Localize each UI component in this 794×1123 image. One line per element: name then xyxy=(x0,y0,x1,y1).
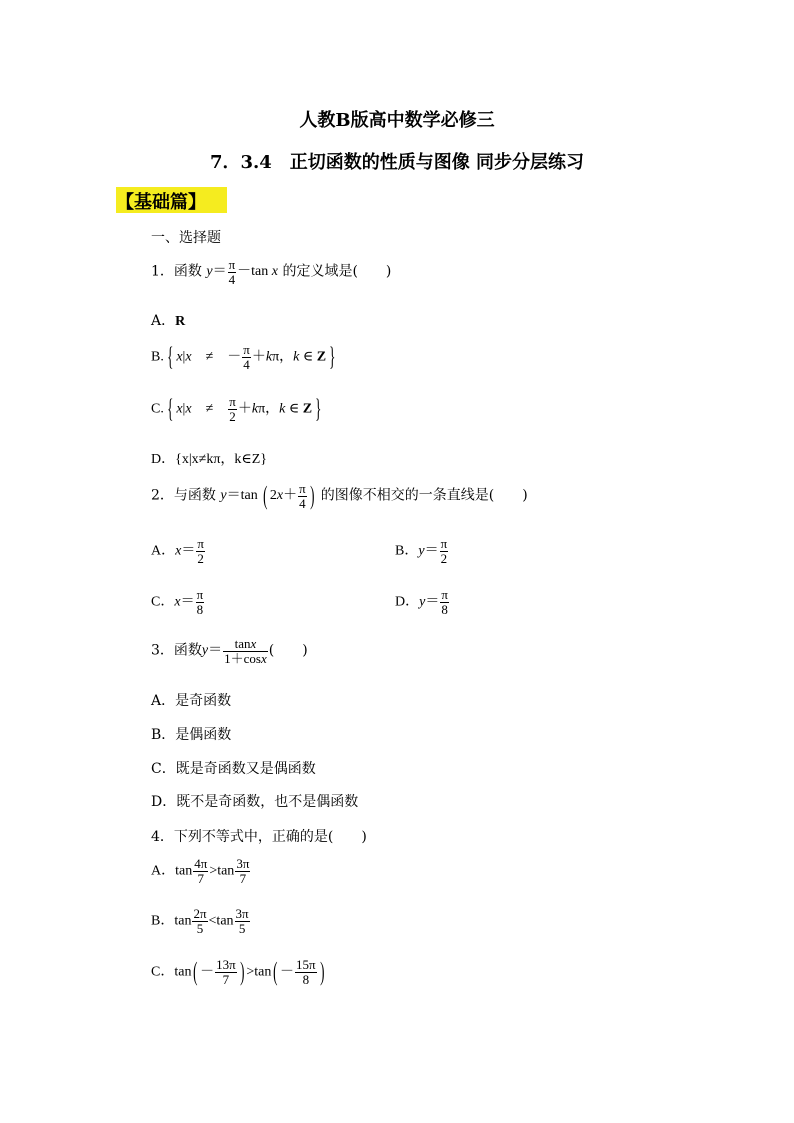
question-3 xyxy=(151,637,308,665)
q1-option-b: B. { x|x ≠ － $\frac{\pi}{4}$ ＋kπ，k ∈ Z } xyxy=(151,342,336,372)
q2-suffix: 的图像不相交的一条直线是( ) xyxy=(320,487,528,504)
section-heading: 一、选择题 xyxy=(151,230,221,246)
q2-option-d-label: D． xyxy=(395,594,420,610)
q2-option-d: D．y＝ $\frac{\pi}{8}$ xyxy=(395,587,448,617)
q4-option-a-label: A． xyxy=(151,863,176,879)
question-2 xyxy=(151,482,528,510)
q3-option-b: B．是偶函数 xyxy=(151,727,232,743)
document-title: 人教B版高中数学必修三 xyxy=(299,110,495,131)
q4-option-c: C．tan( － $\frac{13\pi}{7}$ ) >tan( － $\frac{15\pi}{8}$ ) xyxy=(151,957,325,987)
q4-option-a: A．tan $\frac{4\pi}{7}$ >tan $\frac{3\pi}{7}$ xyxy=(151,856,250,886)
q2-option-b: B．y＝ $\frac{\pi}{2}$ xyxy=(395,536,448,566)
q3-option-a: A．是奇函数 xyxy=(151,693,232,709)
q3-option-c: C．既是奇函数又是偶函数 xyxy=(151,761,316,777)
q2-option-a: A．x＝ $\frac{\pi}{2}$ xyxy=(151,536,204,566)
q4-option-c-label: C． xyxy=(151,964,175,980)
question-1 xyxy=(151,258,391,286)
q2-formula: y＝tan ( 2x＋ $\frac{\pi}{4}$ ) xyxy=(220,481,315,511)
document-subtitle: 7．3.4 正切函数的性质与图像 同步分层练习 xyxy=(209,152,585,173)
q2-option-c-label: C． xyxy=(151,594,175,610)
q1-option-a-value: R xyxy=(175,314,186,329)
q3-formula: y＝ $\frac{\tan x}{1+\cos x}$ xyxy=(201,636,267,666)
q1-suffix: 的定义域是( ) xyxy=(282,263,392,280)
question-4: 4．下列不等式中，正确的是( ) xyxy=(151,829,367,845)
section-banner-label: 【基础篇】 xyxy=(116,192,206,213)
q1-option-c: C. { x|x ≠ $\frac{\pi}{2}$ ＋kπ，k ∈ Z } xyxy=(151,394,322,424)
q2-option-a-label: A． xyxy=(151,543,176,559)
q2-prefix: 2．与函数 xyxy=(151,487,216,504)
q1-option-c-label: C. xyxy=(151,401,164,417)
q4-option-b: B．tan $\frac{2\pi}{5}$ <tan $\frac{3\pi}{5}$ xyxy=(151,906,249,936)
q4-option-b-label: B． xyxy=(151,913,175,929)
q2-option-b-label: B． xyxy=(395,543,419,559)
section-banner xyxy=(116,187,227,213)
q1-option-d: D．{x|x≠kπ，k∈Z} xyxy=(151,452,268,467)
q3-option-d: D．既不是奇函数，也不是偶函数 xyxy=(151,794,359,810)
q1-formula: y＝ $\frac{\pi}{4}$ －tan x xyxy=(206,257,278,287)
q2-option-c: C．x＝ $\frac{\pi}{8}$ xyxy=(151,587,204,617)
q1-option-a-label: A． xyxy=(151,313,176,329)
q3-suffix: ( ) xyxy=(268,642,308,659)
q1-option-a xyxy=(151,310,185,330)
q1-number: 1．函数 xyxy=(151,263,202,280)
q1-option-b-label: B. xyxy=(151,349,164,365)
q3-prefix: 3．函数 xyxy=(151,642,202,659)
